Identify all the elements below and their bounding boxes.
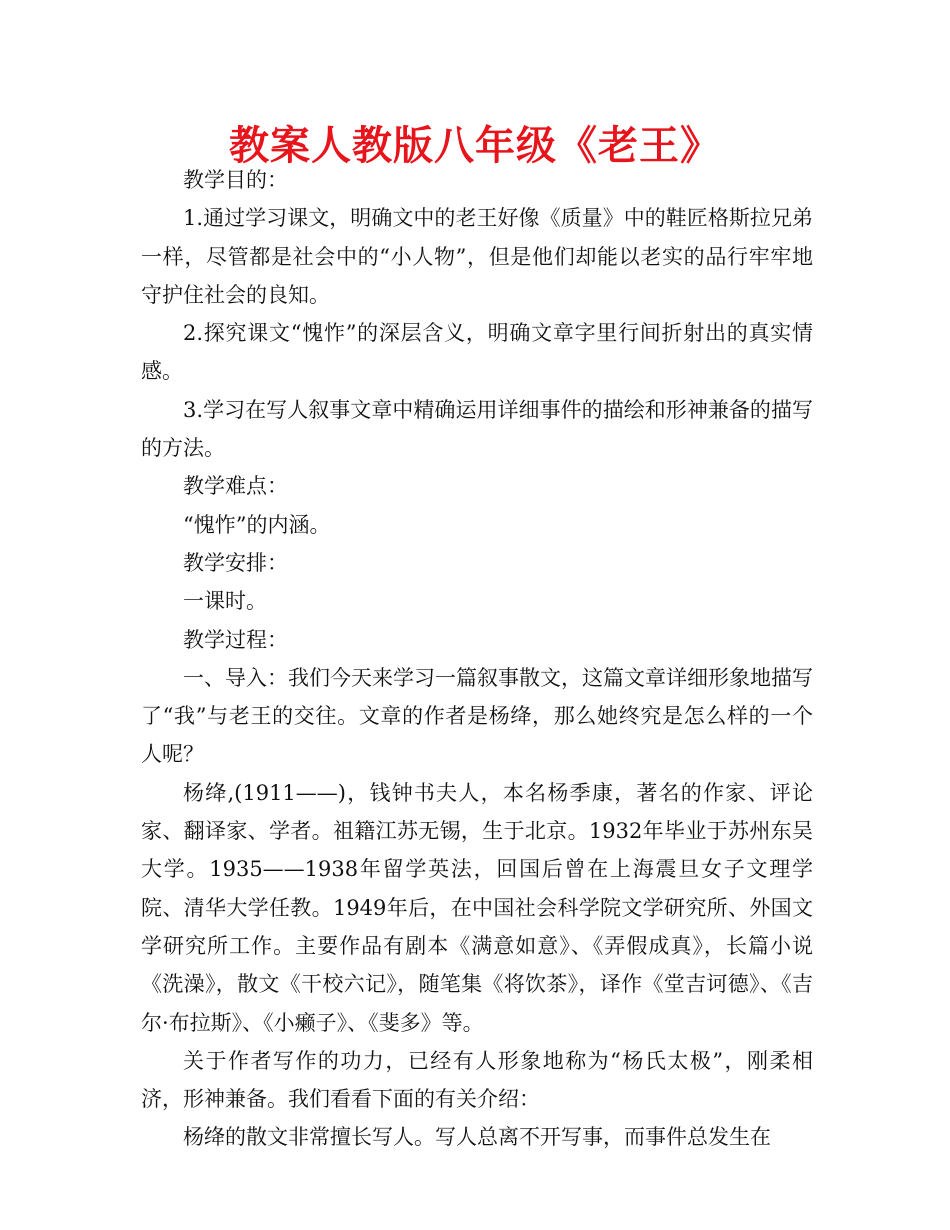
paragraph: 2.探究课文“愧怍”的深层含义，明确文章字里行间折射出的真实情感。 <box>141 321 813 384</box>
paragraph: 一、导入：我们今天来学习一篇叙事散文，这篇文章详细形象地描写了“我”与老王的交往。文章的作者是杨绛，那么她终究是怎么样的一个人呢？ <box>141 665 813 767</box>
paragraph: 教学过程： <box>183 627 288 652</box>
paragraph: 教学难点： <box>183 474 288 499</box>
paragraph: 教学目的： <box>183 168 288 192</box>
paragraph: 杨绛,(1911——)，钱钟书夫人，本名杨季康，著名的作家、评论家、翻译家、学者。祖籍江苏无锡，生于北京。1932年毕业于苏州东吴大学。1935——1938年留学英法，回国后曾在上海震旦女子文理学院、清华大学任教。1949年后，在中国社会科学院文学研究所、外国文学研究所工作。主要作品有剧本《满意如意》、《弄假成真》，长篇小说《洗澡》，散文《干校六记》，随笔集《将饮茶》，译作《堂吉诃德》、《吉尔·布拉斯》、《小癞子》、《斐多》等。 <box>141 780 813 1035</box>
document-body <box>141 161 813 1157</box>
paragraph: 教学安排： <box>183 550 288 575</box>
paragraph: 1.通过学习课文，明确文中的老王好像《质量》中的鞋匠格斯拉兄弟一样，尽管都是社会中的“小人物”，但是他们却能以老实的品行牢牢地守护住社会的良知。 <box>141 206 813 307</box>
paragraph: 杨绛的散文非常擅长写人。写人总离不开写事，而事件总发生在 <box>183 1125 771 1150</box>
paragraph: “愧怍”的内涵。 <box>183 512 331 537</box>
document-title: 教案人教版八年级《老王》 <box>229 123 721 169</box>
paragraph: 一课时。 <box>183 589 267 614</box>
paragraph: 关于作者写作的功力，已经有人形象地称为“杨氏太极”，刚柔相济，形神兼备。我们看看下面的有关介绍： <box>141 1048 813 1112</box>
paragraph: 3.学习在写人叙事文章中精确运用详细事件的描绘和形神兼备的描写的方法。 <box>141 397 813 461</box>
